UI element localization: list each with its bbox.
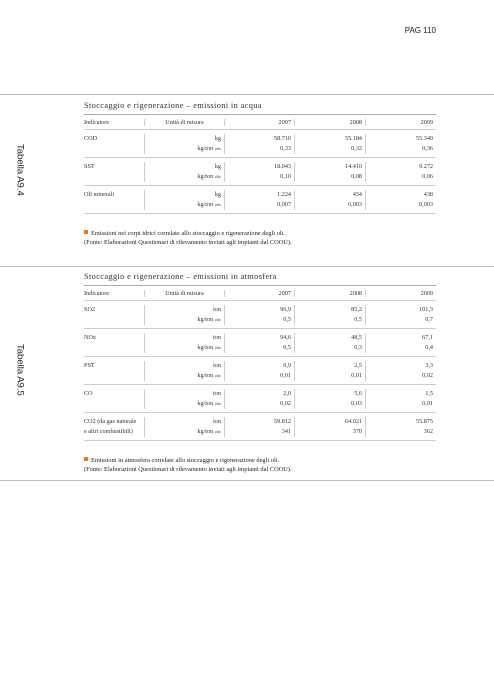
value-cell-2009 (365, 333, 436, 353)
value-line: 0,03 (351, 400, 362, 407)
value-cell-2009 (365, 190, 436, 210)
table-section (84, 101, 436, 247)
value-cell-2007 (224, 389, 294, 409)
value-line: 0,33 (280, 145, 291, 152)
table-note (84, 230, 436, 247)
unit-line (148, 427, 221, 437)
table-title: Stoccaggio e rigenerazione – emissioni in atmosfera (84, 272, 277, 281)
value-cell-2009 (365, 361, 436, 381)
value-line: 0,3 (354, 344, 362, 351)
unit-line (148, 371, 221, 381)
section-divider-top (0, 94, 494, 95)
table-row (84, 385, 436, 413)
section-divider-bottom (0, 480, 494, 481)
unit-sub: olio (214, 345, 221, 350)
value-line: 0,08 (351, 173, 362, 180)
indicator-cell (84, 389, 144, 409)
unit-line: ton (213, 362, 221, 369)
value-line: 101,3 (419, 306, 433, 313)
value-line: 0,01 (422, 400, 433, 407)
indicator-cell (84, 361, 144, 381)
value-line: 341 (281, 428, 291, 435)
unit-cell (144, 305, 224, 325)
column-header: 2008 (294, 290, 365, 297)
table-header-row (84, 285, 436, 301)
value-cell-2007 (224, 162, 294, 182)
value-cell-2008 (294, 361, 365, 381)
unit-cell (144, 190, 224, 210)
unit-line: kg (214, 191, 221, 198)
indicator-line: COD (84, 135, 98, 142)
indicator-line: PST (84, 362, 95, 369)
value-line: 2,0 (283, 390, 291, 397)
unit-line: ton (213, 418, 221, 425)
unit-line (148, 343, 221, 353)
value-line: 67,1 (422, 334, 433, 341)
value-line: 362 (423, 428, 433, 435)
bullet-square-icon (84, 457, 88, 461)
indicator-line: Oli minerali (84, 191, 115, 198)
value-line: 94,6 (280, 334, 291, 341)
value-line: 2,5 (354, 362, 362, 369)
value-line: 0,9 (283, 362, 291, 369)
indicator-line: CO2 (da gas naturale (84, 418, 137, 425)
section-divider-middle (0, 266, 494, 267)
column-header: 2007 (224, 119, 294, 126)
table-row (84, 130, 436, 158)
table-title: Stoccaggio e rigenerazione – emissioni in acqua (84, 101, 262, 110)
note-text: Emissioni in atmosfera correlate allo stoccaggio e rigenerazione degli oli. (91, 457, 280, 464)
column-header: 2008 (294, 119, 365, 126)
unit-sub: olio (214, 373, 221, 378)
value-cell-2008 (294, 417, 365, 437)
table-row (84, 158, 436, 186)
indicator-cell (84, 162, 144, 182)
value-line: 14.410 (344, 163, 362, 170)
value-line: 0,01 (280, 372, 291, 379)
column-header: Unità di misura (144, 290, 224, 297)
unit-cell (144, 162, 224, 182)
value-line: 96,9 (280, 306, 291, 313)
unit-line (148, 315, 221, 325)
value-line: 0,5 (283, 316, 291, 323)
table-row (84, 301, 436, 329)
unit-main: kg/ton (197, 344, 215, 351)
unit-line: kg (214, 163, 221, 170)
value-line: 59.812 (273, 418, 291, 425)
unit-cell (144, 333, 224, 353)
value-line: 0,10 (280, 173, 291, 180)
note-line (84, 230, 436, 239)
table-row (84, 357, 436, 385)
indicator-cell (84, 417, 144, 437)
value-cell-2009 (365, 162, 436, 182)
value-cell-2008 (294, 134, 365, 154)
value-line: 0,003 (348, 201, 362, 208)
unit-line: kg (214, 135, 221, 142)
value-cell-2007 (224, 134, 294, 154)
unit-sub: olio (214, 146, 221, 151)
column-header: Indicatore (84, 289, 110, 297)
bullet-square-icon (84, 230, 88, 234)
value-cell-2007 (224, 305, 294, 325)
value-line: 9.272 (419, 163, 433, 170)
unit-main: kg/ton (197, 372, 215, 379)
indicator-cell (84, 190, 144, 210)
unit-line (148, 399, 221, 409)
value-line: 0,36 (422, 145, 433, 152)
value-line: 0,003 (419, 201, 433, 208)
value-cell-2008 (294, 389, 365, 409)
unit-main: kg/ton (197, 145, 215, 152)
unit-sub: olio (214, 401, 221, 406)
indicator-cell (84, 305, 144, 325)
value-line: 0,02 (280, 400, 291, 407)
table-row (84, 413, 436, 441)
unit-cell (144, 417, 224, 437)
value-line: 58.710 (273, 135, 291, 142)
value-line: 48,5 (351, 334, 362, 341)
value-line: 0,5 (283, 344, 291, 351)
column-header: Unità di misura (144, 119, 224, 126)
value-line: 85,2 (351, 306, 362, 313)
table-row (84, 186, 436, 214)
indicator-line: SO2 (84, 306, 96, 313)
value-line: 64.021 (344, 418, 362, 425)
value-line: 0,007 (277, 201, 291, 208)
column-header: 2007 (224, 290, 294, 297)
value-line: 370 (352, 428, 362, 435)
page-number: PAG 110 (404, 26, 436, 35)
column-header: 2009 (365, 290, 436, 297)
table-row (84, 329, 436, 357)
value-cell-2009 (365, 305, 436, 325)
value-line: 0,02 (422, 372, 433, 379)
unit-cell (144, 361, 224, 381)
value-line: 454 (352, 191, 362, 198)
unit-sub: olio (214, 174, 221, 179)
unit-line: ton (213, 334, 221, 341)
indicator-cell (84, 333, 144, 353)
unit-main: kg/ton (197, 316, 215, 323)
note-line (84, 239, 436, 248)
value-cell-2009 (365, 417, 436, 437)
unit-line (148, 200, 221, 210)
value-line: 18.043 (273, 163, 291, 170)
value-cell-2008 (294, 162, 365, 182)
unit-sub: olio (214, 202, 221, 207)
value-cell-2007 (224, 190, 294, 210)
value-cell-2008 (294, 305, 365, 325)
value-cell-2009 (365, 389, 436, 409)
note-line (84, 457, 436, 466)
note-text: (Fonte: Elaborazioni Questionari di rilevamento inviati agli impianti dal COOU). (84, 238, 292, 246)
unit-main: kg/ton (197, 428, 215, 435)
table-section (84, 272, 436, 474)
value-cell-2007 (224, 361, 294, 381)
note-text: Emissioni nei corpi idrici correlate allo stoccaggio e rigenerazione degli oli. (91, 230, 285, 237)
indicator-line: NOx (84, 334, 97, 341)
value-line: 55.875 (415, 418, 433, 425)
indicator-line: SST (84, 163, 95, 170)
value-line: 0,01 (351, 372, 362, 379)
unit-cell (144, 389, 224, 409)
value-line: 1,5 (425, 390, 433, 397)
column-header: Indicatore (84, 118, 110, 126)
unit-main: kg/ton (197, 173, 215, 180)
table-note (84, 457, 436, 474)
value-line: 0,32 (351, 145, 362, 152)
value-line: 3,3 (425, 362, 433, 369)
unit-main: kg/ton (197, 400, 215, 407)
value-line: 0,4 (425, 344, 433, 351)
unit-line: ton (213, 306, 221, 313)
value-line: 438 (423, 191, 433, 198)
value-cell-2008 (294, 190, 365, 210)
value-cell-2008 (294, 333, 365, 353)
value-line: 0,7 (425, 316, 433, 323)
value-cell-2009 (365, 134, 436, 154)
unit-main: kg/ton (197, 201, 215, 208)
note-text: (Fonte: Elaborazioni Questionari di rilevamento inviati agli impianti dal COOU). (84, 465, 292, 473)
value-line: 55.340 (415, 135, 433, 142)
table-header-row (84, 114, 436, 130)
table-side-label: Tabella A9.4 (14, 144, 26, 196)
value-line: 0,06 (422, 173, 433, 180)
unit-line (148, 172, 221, 182)
indicator-cell (84, 134, 144, 154)
value-cell-2007 (224, 417, 294, 437)
value-line: 5,6 (354, 390, 362, 397)
indicator-line: e altri combustibili) (84, 428, 133, 435)
table-side-label: Tabella A9.5 (14, 344, 26, 396)
unit-line: ton (213, 390, 221, 397)
value-cell-2007 (224, 333, 294, 353)
unit-sub: olio (214, 429, 221, 434)
value-line: 1.224 (277, 191, 291, 198)
column-header: 2009 (365, 119, 436, 126)
indicator-line: CO (84, 390, 93, 397)
unit-line (148, 144, 221, 154)
note-line (84, 466, 436, 475)
value-line: 0,5 (354, 316, 362, 323)
unit-sub: olio (214, 317, 221, 322)
value-line: 55.184 (344, 135, 362, 142)
unit-cell (144, 134, 224, 154)
